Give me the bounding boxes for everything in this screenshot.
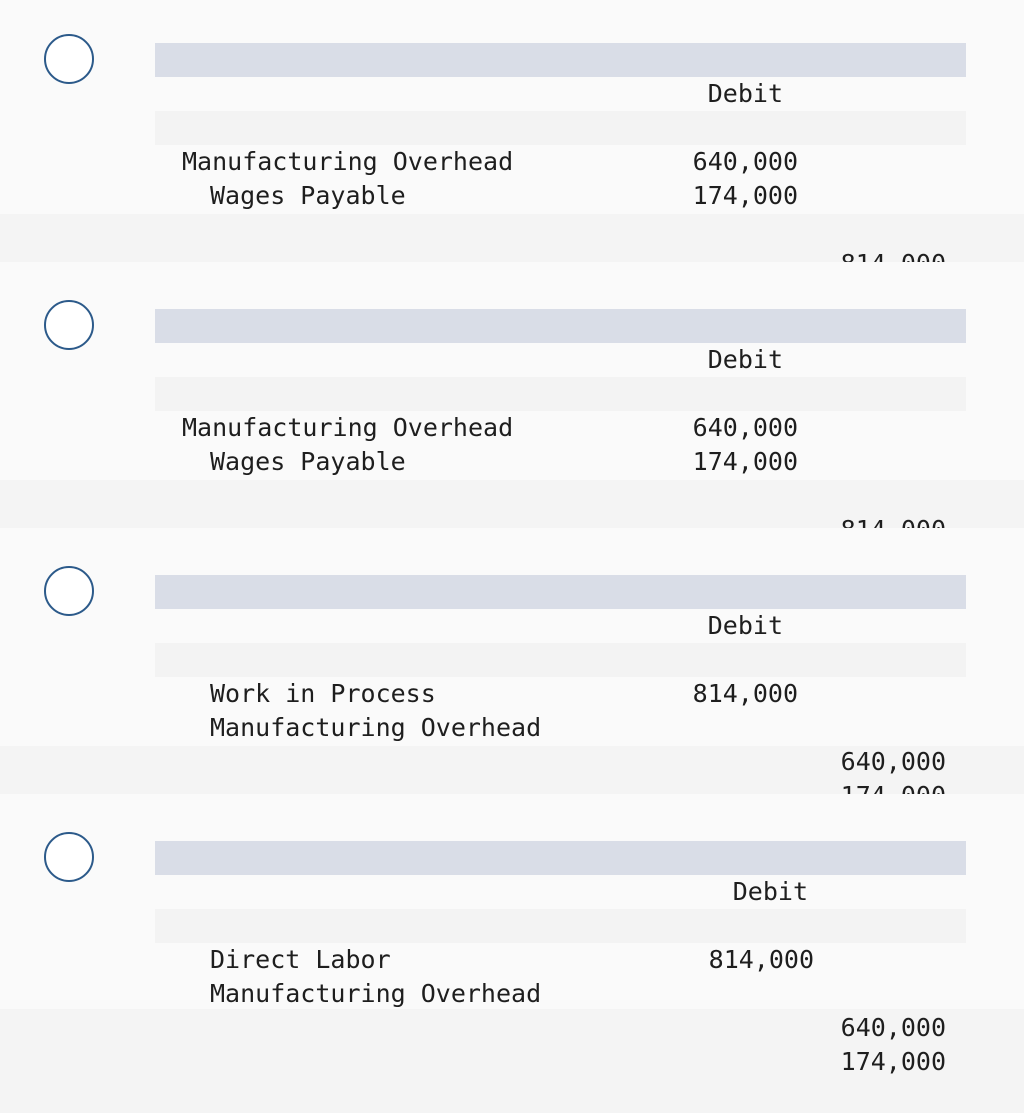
debit-amount: 640,000 bbox=[692, 147, 798, 176]
journal-entry-table-2 bbox=[155, 309, 966, 476]
account-name: Manufacturing Overhead bbox=[210, 979, 542, 1008]
debit-amount: 174,000 bbox=[692, 447, 798, 476]
credit-amount: 640,000 bbox=[840, 1013, 946, 1042]
debit-amount: 814,000 bbox=[708, 945, 814, 974]
account-name: Manufacturing Overhead bbox=[210, 713, 542, 742]
table-header bbox=[155, 575, 966, 640]
table-row bbox=[155, 677, 966, 742]
table-header bbox=[155, 43, 966, 108]
account-name: Wages Payable bbox=[210, 447, 406, 476]
debit-header: Debit bbox=[732, 877, 808, 906]
journal-entry-table-1 bbox=[155, 43, 966, 210]
debit-amount: 174,000 bbox=[692, 181, 798, 210]
radio-button-3[interactable] bbox=[44, 566, 94, 616]
account-name: Work in Process bbox=[210, 679, 436, 708]
debit-header: Debit bbox=[707, 79, 783, 108]
credit-amount: 640,000 bbox=[840, 747, 946, 776]
table-header bbox=[155, 309, 966, 374]
table-header bbox=[155, 841, 966, 906]
answer-option-4[interactable] bbox=[0, 794, 1024, 1076]
answer-option-2[interactable] bbox=[0, 262, 1024, 480]
answer-option-3[interactable] bbox=[0, 528, 1024, 776]
account-name: Direct Labor bbox=[210, 945, 391, 974]
debit-amount: 640,000 bbox=[692, 413, 798, 442]
account-name: Wages Payable bbox=[210, 181, 406, 210]
radio-button-2[interactable] bbox=[44, 300, 94, 350]
radio-button-4[interactable] bbox=[44, 832, 94, 882]
account-name: Manufacturing Overhead bbox=[182, 147, 514, 176]
debit-amount: 814,000 bbox=[692, 679, 798, 708]
debit-header: Debit bbox=[707, 611, 783, 640]
debit-header: Debit bbox=[707, 345, 783, 374]
answer-option-1[interactable] bbox=[0, 0, 1024, 214]
radio-button-1[interactable] bbox=[44, 34, 94, 84]
account-name: Manufacturing Overhead bbox=[182, 413, 514, 442]
journal-entry-table-4 bbox=[155, 841, 966, 1076]
journal-entry-table-3 bbox=[155, 575, 966, 776]
credit-amount: 174,000 bbox=[840, 1047, 946, 1076]
